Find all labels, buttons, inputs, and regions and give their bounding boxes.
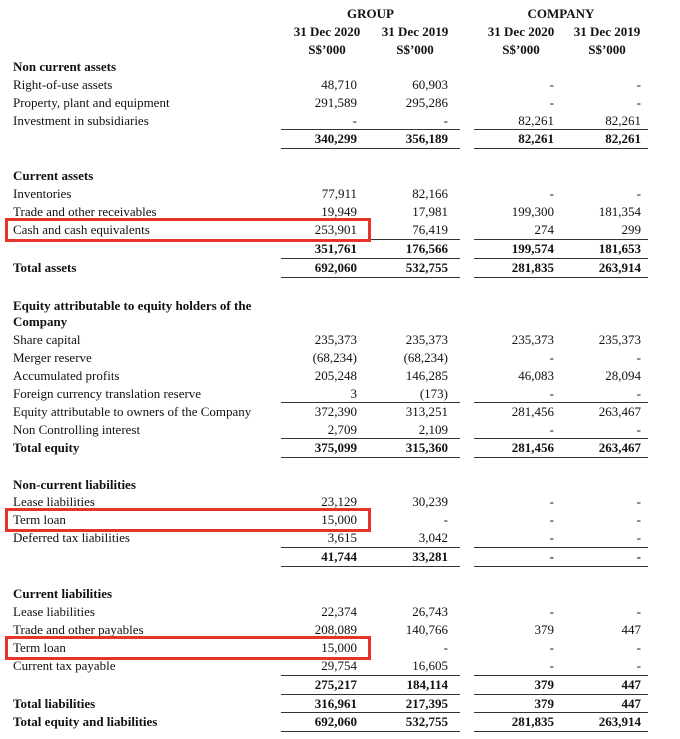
value: - <box>636 386 641 401</box>
value: - <box>636 549 641 564</box>
value: 274 <box>534 222 554 237</box>
value: 379 <box>534 677 554 692</box>
value: 340,299 <box>314 131 357 146</box>
section-heading <box>0 167 680 185</box>
value: 692,060 <box>314 260 357 275</box>
value: - <box>636 658 641 673</box>
value: 181,653 <box>598 241 641 256</box>
rule <box>281 148 460 149</box>
value: - <box>549 530 554 545</box>
value: - <box>352 113 357 128</box>
value: 217,395 <box>405 696 448 711</box>
subtotal-row <box>0 676 680 694</box>
value: 356,189 <box>405 131 448 146</box>
row-label: Property, plant and equipment <box>13 95 170 110</box>
value: 263,467 <box>598 404 641 419</box>
value: 447 <box>621 677 641 692</box>
value: 41,744 <box>321 549 357 564</box>
highlight-term-loan-noncurrent-box <box>5 508 371 532</box>
value: 17,981 <box>412 204 448 219</box>
total-equity-row <box>0 439 680 457</box>
value: 532,755 <box>405 260 448 275</box>
value: 235,373 <box>511 332 554 347</box>
section-heading <box>0 476 680 494</box>
value: - <box>636 640 641 655</box>
row-label: Accumulated profits <box>13 368 120 383</box>
section-label: Non-current liabilities <box>13 477 136 492</box>
value: 313,251 <box>405 404 448 419</box>
table-row <box>0 112 680 130</box>
value: 208,089 <box>314 622 357 637</box>
rule <box>281 277 460 278</box>
company-header: COMPANY <box>527 6 595 21</box>
value: 82,261 <box>518 131 554 146</box>
row-label: Total assets <box>13 260 77 275</box>
col-date-company-2019: 31 Dec 2019 <box>573 24 641 39</box>
value: - <box>549 512 554 527</box>
table-row <box>0 603 680 621</box>
value: 372,390 <box>314 404 357 419</box>
value: 146,285 <box>405 368 448 383</box>
value: 315,360 <box>405 440 448 455</box>
value: 275,217 <box>314 677 357 692</box>
group-header: GROUP <box>347 6 394 21</box>
section-label: Current liabilities <box>13 586 113 601</box>
value: 181,354 <box>598 204 641 219</box>
value: 281,456 <box>511 440 554 455</box>
col-date-group-2019: 31 Dec 2019 <box>381 24 449 39</box>
value: 532,755 <box>405 714 448 729</box>
value: 199,300 <box>511 204 554 219</box>
row-label: Term loan <box>13 512 66 527</box>
value: 235,373 <box>314 332 357 347</box>
value: 3 <box>350 386 357 401</box>
value: (68,234) <box>312 350 357 365</box>
value: 235,373 <box>405 332 448 347</box>
value: 295,286 <box>405 95 448 110</box>
value: 82,261 <box>605 113 641 128</box>
value: 447 <box>621 622 641 637</box>
col-unit-group-2020: S$’000 <box>308 42 346 57</box>
value: 29,754 <box>321 658 357 673</box>
rule <box>474 277 648 278</box>
value: 30,239 <box>412 494 448 509</box>
table-row <box>0 331 680 349</box>
value: 379 <box>534 696 554 711</box>
total-assets-row <box>0 259 680 277</box>
value: - <box>549 386 554 401</box>
total-liabilities-row <box>0 695 680 713</box>
value: 33,281 <box>412 549 448 564</box>
rule <box>281 457 460 458</box>
value: 60,903 <box>412 77 448 92</box>
value: 76,419 <box>412 222 448 237</box>
row-label: Term loan <box>13 640 66 655</box>
value: - <box>636 494 641 509</box>
value: 48,710 <box>321 77 357 92</box>
value: (173) <box>419 386 448 401</box>
value: - <box>636 95 641 110</box>
section-heading <box>0 585 680 603</box>
value: 184,114 <box>406 677 448 692</box>
value: 15,000 <box>321 640 357 655</box>
section-label: Equity attributable to equity holders of the <box>13 298 252 313</box>
row-label: Equity attributable to owners of the Company <box>13 404 252 419</box>
col-unit-group-2019: S$’000 <box>396 42 434 57</box>
value: 2,709 <box>327 422 357 437</box>
value: 140,766 <box>405 622 448 637</box>
value: 299 <box>621 222 641 237</box>
value: 46,083 <box>518 368 554 383</box>
value: - <box>549 350 554 365</box>
subtotal-row <box>0 548 680 566</box>
row-label: Right-of-use assets <box>13 77 113 92</box>
value: 82,166 <box>412 186 448 201</box>
rule <box>474 457 648 458</box>
row-label: Share capital <box>13 332 81 347</box>
value: 22,374 <box>321 604 357 619</box>
value: 82,261 <box>518 113 554 128</box>
value: - <box>443 640 448 655</box>
value: - <box>549 604 554 619</box>
subtotal-row <box>0 240 680 258</box>
value: 351,761 <box>314 241 357 256</box>
table-row <box>0 367 680 385</box>
value: - <box>549 494 554 509</box>
value: 176,566 <box>405 241 448 256</box>
highlight-term-loan-current-box <box>5 636 371 660</box>
highlight-cash-box <box>5 218 371 242</box>
rule <box>474 731 648 732</box>
value: 375,099 <box>314 440 357 455</box>
row-label: Deferred tax liabilities <box>13 530 130 545</box>
table-row <box>0 94 680 112</box>
value: 263,914 <box>598 260 641 275</box>
value: 23,129 <box>321 494 357 509</box>
table-row <box>0 76 680 94</box>
value: 291,589 <box>314 95 357 110</box>
value: - <box>549 186 554 201</box>
value: 316,961 <box>314 696 357 711</box>
value: - <box>443 113 448 128</box>
value: 16,605 <box>412 658 448 673</box>
value: 379 <box>534 622 554 637</box>
value: 15,000 <box>321 512 357 527</box>
value: 205,248 <box>314 368 357 383</box>
section-heading <box>0 313 680 331</box>
col-date-company-2020: 31 Dec 2020 <box>487 24 555 39</box>
value: - <box>549 640 554 655</box>
row-label: Lease liabilities <box>13 604 95 619</box>
row-label: Merger reserve <box>13 350 92 365</box>
value: - <box>549 422 554 437</box>
table-row <box>0 421 680 439</box>
rule <box>474 566 648 567</box>
rule <box>474 148 648 149</box>
row-label: Cash and cash equivalents <box>13 222 150 237</box>
value: 263,914 <box>598 714 641 729</box>
value: 253,901 <box>314 222 357 237</box>
value: - <box>636 350 641 365</box>
value: 692,060 <box>314 714 357 729</box>
col-unit-company-2020: S$’000 <box>502 42 540 57</box>
value: - <box>636 512 641 527</box>
value: 3,615 <box>327 530 357 545</box>
value: - <box>636 186 641 201</box>
row-label: Total equity <box>13 440 80 455</box>
section-heading <box>0 58 680 76</box>
row-label: Non Controlling interest <box>13 422 141 437</box>
value: 19,949 <box>321 204 357 219</box>
value: 281,835 <box>511 260 554 275</box>
row-label: Lease liabilities <box>13 494 95 509</box>
value: 235,373 <box>598 332 641 347</box>
row-label: Foreign currency translation reserve <box>13 386 202 401</box>
value: (68,234) <box>403 350 448 365</box>
value: - <box>549 658 554 673</box>
value: - <box>549 77 554 92</box>
row-label: Total liabilities <box>13 696 96 711</box>
value: - <box>443 512 448 527</box>
row-label: Trade and other payables <box>13 622 144 637</box>
value: 281,835 <box>511 714 554 729</box>
value: 82,261 <box>605 131 641 146</box>
value: - <box>636 530 641 545</box>
table-row <box>0 403 680 421</box>
subtotal-row <box>0 130 680 148</box>
table-row <box>0 349 680 367</box>
section-label: Non current assets <box>13 59 117 74</box>
value: 2,109 <box>418 422 448 437</box>
row-label: Inventories <box>13 186 72 201</box>
value: 199,574 <box>511 241 554 256</box>
value: 26,743 <box>412 604 448 619</box>
section-label: Current assets <box>13 168 94 183</box>
table-row <box>0 385 680 403</box>
value: 28,094 <box>605 368 641 383</box>
value: 3,042 <box>418 530 448 545</box>
rule <box>281 566 460 567</box>
rule <box>281 731 460 732</box>
value: - <box>636 422 641 437</box>
value: - <box>549 549 554 564</box>
row-label: Total equity and liabilities <box>13 714 158 729</box>
row-label: Investment in subsidiaries <box>13 113 149 128</box>
total-equity-liabilities-row <box>0 713 680 731</box>
value: - <box>636 77 641 92</box>
table-row <box>0 185 680 203</box>
col-unit-company-2019: S$’000 <box>588 42 626 57</box>
value: 281,456 <box>511 404 554 419</box>
value: - <box>549 95 554 110</box>
value: 77,911 <box>321 186 357 201</box>
value: 263,467 <box>598 440 641 455</box>
value: 447 <box>621 696 641 711</box>
section-label: Company <box>13 314 68 329</box>
value: - <box>636 604 641 619</box>
row-label: Trade and other receivables <box>13 204 157 219</box>
col-date-group-2020: 31 Dec 2020 <box>293 24 361 39</box>
row-label: Current tax payable <box>13 658 116 673</box>
